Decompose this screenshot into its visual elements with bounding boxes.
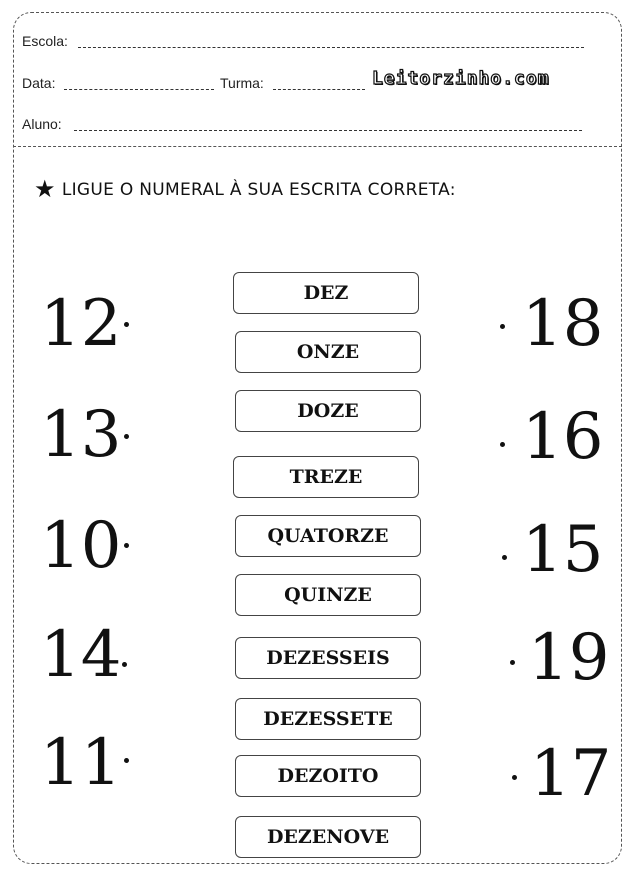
word-box[interactable]: DOZE: [235, 390, 421, 432]
site-logo: Leitorzinho.com: [372, 68, 550, 89]
right-dot[interactable]: [502, 555, 507, 560]
star-icon: ★: [34, 175, 56, 203]
word-box[interactable]: QUINZE: [235, 574, 421, 616]
left-number: 11: [40, 726, 122, 800]
turma-field[interactable]: [273, 89, 365, 90]
right-number: 18: [522, 287, 604, 361]
right-dot[interactable]: [512, 775, 517, 780]
word-box[interactable]: DEZESSETE: [235, 698, 421, 740]
right-dot[interactable]: [500, 442, 505, 447]
header-divider: [13, 146, 622, 147]
right-dot[interactable]: [500, 324, 505, 329]
data-label: Data:: [22, 75, 56, 91]
right-number: 17: [530, 737, 612, 811]
word-box[interactable]: DEZ: [233, 272, 419, 314]
word-box[interactable]: DEZOITO: [235, 755, 421, 797]
turma-label: Turma:: [220, 75, 264, 91]
instruction-text: LIGUE O NUMERAL À SUA ESCRITA CORRETA:: [61, 180, 456, 200]
left-dot[interactable]: [124, 543, 129, 548]
left-number: 12: [40, 287, 122, 361]
right-number: 16: [522, 400, 604, 474]
word-box[interactable]: DEZESSEIS: [235, 637, 421, 679]
escola-label: Escola:: [22, 33, 68, 49]
aluno-label: Aluno:: [22, 116, 62, 132]
right-dot[interactable]: [510, 660, 515, 665]
data-field[interactable]: [64, 89, 214, 90]
word-box[interactable]: DEZENOVE: [235, 816, 421, 858]
aluno-field[interactable]: [74, 130, 582, 131]
left-dot[interactable]: [124, 434, 129, 439]
instruction: [34, 175, 456, 203]
left-dot[interactable]: [124, 758, 129, 763]
right-number: 19: [528, 621, 610, 695]
escola-field[interactable]: [78, 47, 584, 48]
left-dot[interactable]: [122, 662, 127, 667]
right-number: 15: [522, 513, 604, 587]
word-box[interactable]: ONZE: [235, 331, 421, 373]
left-number: 14: [40, 618, 122, 692]
word-box[interactable]: TREZE: [233, 456, 419, 498]
left-dot[interactable]: [124, 322, 129, 327]
left-number: 10: [40, 509, 122, 583]
left-number: 13: [40, 398, 122, 472]
word-box[interactable]: QUATORZE: [235, 515, 421, 557]
